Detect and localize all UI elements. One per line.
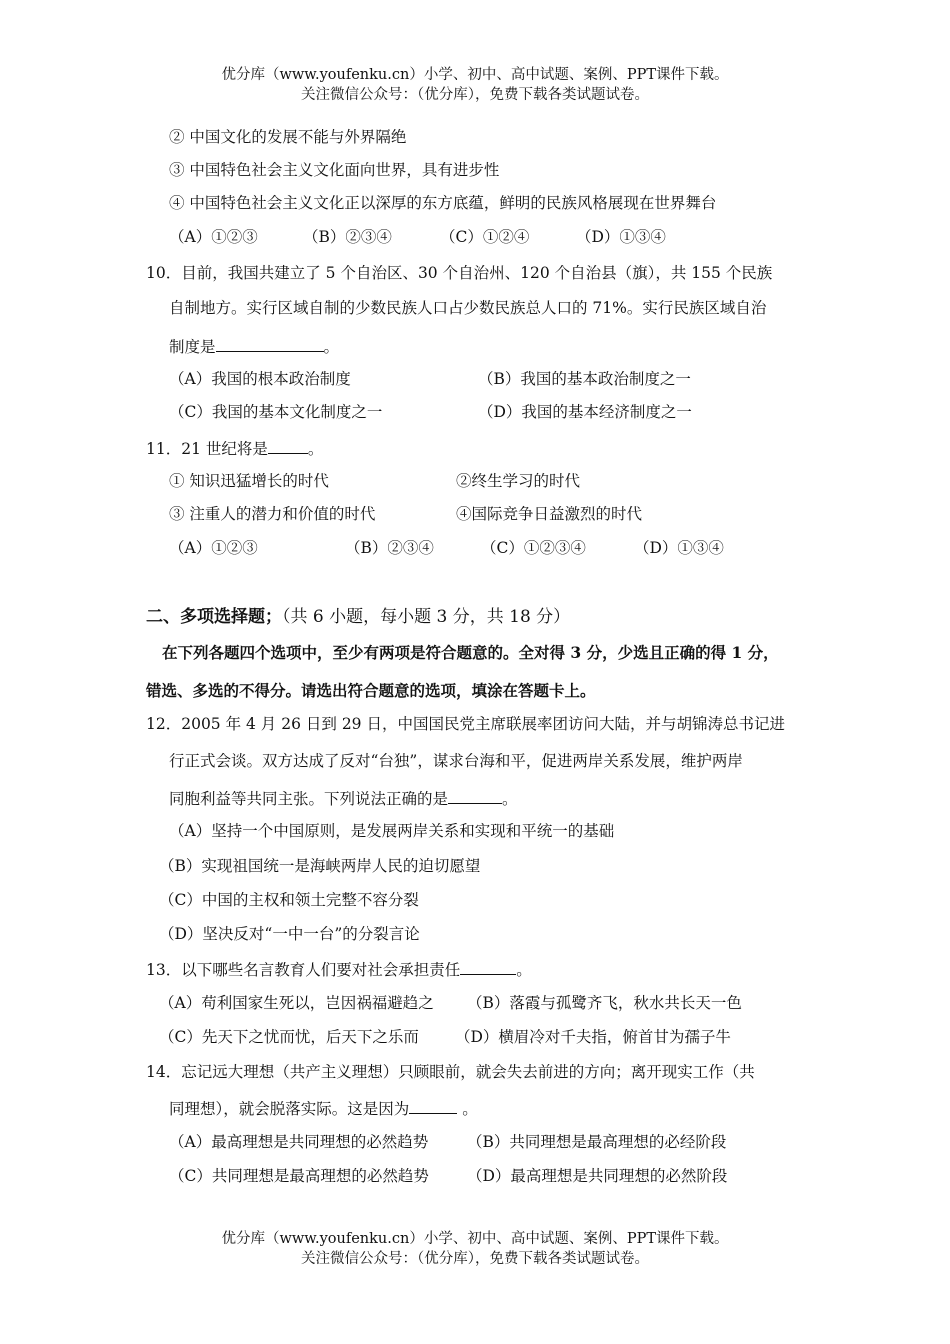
q12-answer-blank bbox=[448, 787, 502, 804]
section-2-instructions-2: 错选、多选的不得分。请选出符合题意的选项，填涂在答题卡上。 bbox=[146, 681, 596, 700]
q10-stem-line-2: 自制地方。实行区域自制的少数民族人口占少数民族总人口的 71%。实行民族区域自治 bbox=[169, 299, 767, 317]
q10-option-a: （A）我国的根本政治制度 bbox=[169, 370, 351, 388]
section-2-title: 二、多项选择题； bbox=[146, 607, 282, 627]
q14-option-d: （D）最高理想是共同理想的必然阶段 bbox=[467, 1167, 728, 1185]
q12-option-c: （C）中国的主权和领土完整不容分裂 bbox=[159, 891, 419, 909]
q14-stem-end: 。 bbox=[457, 1100, 478, 1118]
q14-stem-line-1: 14．忘记远大理想（共产主义理想）只顾眼前，就会失去前进的方向；离开现实工作（共 bbox=[146, 1063, 755, 1081]
q13-option-c: （C）先天下之忧而忧，后天下之乐而 bbox=[159, 1028, 419, 1046]
header-line-2: 关注微信公众号：（优分库），免费下载各类试题试卷。 bbox=[301, 87, 649, 103]
q11-option-a: （A）①②③ bbox=[169, 539, 258, 557]
q11-stem bbox=[146, 437, 323, 460]
q10-stem-text: 制度是 bbox=[169, 338, 216, 356]
q9-option-d: （D）①③④ bbox=[576, 228, 666, 246]
q10-option-d: （D）我国的基本经济制度之一 bbox=[478, 403, 692, 421]
header-line-1: 优分库（www.youfenku.cn）小学、初中、高中试题、案例、PPT课件下载。 bbox=[221, 67, 729, 83]
footer-line-1: 优分库（www.youfenku.cn）小学、初中、高中试题、案例、PPT课件下载。 bbox=[221, 1231, 729, 1247]
q10-answer-blank bbox=[216, 335, 324, 352]
section-2-instructions-1: 在下列各题四个选项中，至少有两项是符合题意的。全对得 3 分，少选且正确的得 1 分， bbox=[162, 643, 779, 662]
section-2-subtitle: （共 6 小题，每小题 3 分，共 18 分） bbox=[282, 607, 571, 627]
q14-option-c: （C）共同理想是最高理想的必然趋势 bbox=[169, 1167, 429, 1185]
q13-stem-end: 。 bbox=[516, 961, 532, 979]
q10-stem-line-3 bbox=[169, 335, 339, 358]
q14-stem-line-2 bbox=[169, 1097, 478, 1120]
q11-stem-text: 11．21 世纪将是 bbox=[146, 440, 268, 458]
q10-stem-end: 。 bbox=[323, 338, 340, 356]
q11-item-3: ③ 注重人的潜力和价值的时代 bbox=[169, 505, 376, 523]
q14-option-b: （B）共同理想是最高理想的必经阶段 bbox=[467, 1133, 727, 1151]
q11-item-4: ④国际竞争日益激烈的时代 bbox=[456, 505, 643, 523]
q12-stem-line-3 bbox=[169, 787, 518, 810]
q11-item-1: ① 知识迅猛增长的时代 bbox=[169, 472, 329, 490]
q12-stem-text: 同胞利益等共同主张。下列说法正确的是 bbox=[169, 790, 449, 808]
q12-option-b: （B）实现祖国统一是海峡两岸人民的迫切愿望 bbox=[159, 857, 481, 875]
q12-stem-end: 。 bbox=[502, 790, 518, 808]
q14-answer-blank bbox=[409, 1097, 457, 1114]
q13-stem bbox=[146, 958, 532, 981]
q13-option-d: （D）横眉冷对千夫指，俯首甘为孺子牛 bbox=[455, 1028, 731, 1046]
q12-option-a: （A）坚持一个中国原则，是发展两岸关系和实现和平统一的基础 bbox=[169, 822, 615, 840]
q12-option-d: （D）坚决反对“一中一台”的分裂言论 bbox=[159, 925, 420, 943]
q14-stem-text: 同理想），就会脱落实际。这是因为 bbox=[169, 1100, 410, 1118]
q9-option-b: （B）②③④ bbox=[303, 228, 392, 246]
q13-answer-blank bbox=[460, 958, 516, 975]
footer-line-2: 关注微信公众号：（优分库），免费下载各类试题试卷。 bbox=[301, 1251, 649, 1267]
q9-item-2: ② 中国文化的发展不能与外界隔绝 bbox=[169, 128, 407, 146]
q11-answer-blank bbox=[268, 437, 308, 454]
q13-option-a: （A）苟利国家生死以，岂因祸福避趋之 bbox=[159, 994, 434, 1012]
q11-option-b: （B）②③④ bbox=[345, 539, 434, 557]
q14-option-a: （A）最高理想是共同理想的必然趋势 bbox=[169, 1133, 429, 1151]
q11-item-2: ②终生学习的时代 bbox=[456, 472, 581, 490]
q11-option-d: （D）①③④ bbox=[634, 539, 724, 557]
q10-option-c: （C）我国的基本文化制度之一 bbox=[169, 403, 383, 421]
section-2-heading bbox=[146, 605, 570, 629]
q10-option-b: （B）我国的基本政治制度之一 bbox=[478, 370, 691, 388]
q9-option-a: （A）①②③ bbox=[169, 228, 258, 246]
q11-option-c: （C）①②③④ bbox=[481, 539, 586, 557]
q9-item-3: ③ 中国特色社会主义文化面向世界，具有进步性 bbox=[169, 161, 500, 179]
q13-option-b: （B）落霞与孤鹭齐飞，秋水共长天一色 bbox=[467, 994, 742, 1012]
q11-stem-end: 。 bbox=[307, 440, 324, 458]
q9-item-4: ④ 中国特色社会主义文化正以深厚的东方底蕴，鲜明的民族风格展现在世界舞台 bbox=[169, 194, 717, 212]
q9-option-c: （C）①②④ bbox=[440, 228, 530, 246]
q12-stem-line-2: 行正式会谈。双方达成了反对“台独”，谋求台海和平，促进两岸关系发展，维护两岸 bbox=[169, 752, 743, 770]
q12-stem-line-1: 12．2005 年 4 月 26 日到 29 日，中国国民党主席联展率团访问大陆，并与胡锦涛总书记进 bbox=[146, 715, 785, 733]
q10-stem-line-1: 10．目前，我国共建立了 5 个自治区、30 个自治州、120 个自治县（旗），共 155 个民族 bbox=[146, 264, 773, 282]
q13-stem-text: 13．以下哪些名言教育人们要对社会承担责任 bbox=[146, 961, 461, 979]
